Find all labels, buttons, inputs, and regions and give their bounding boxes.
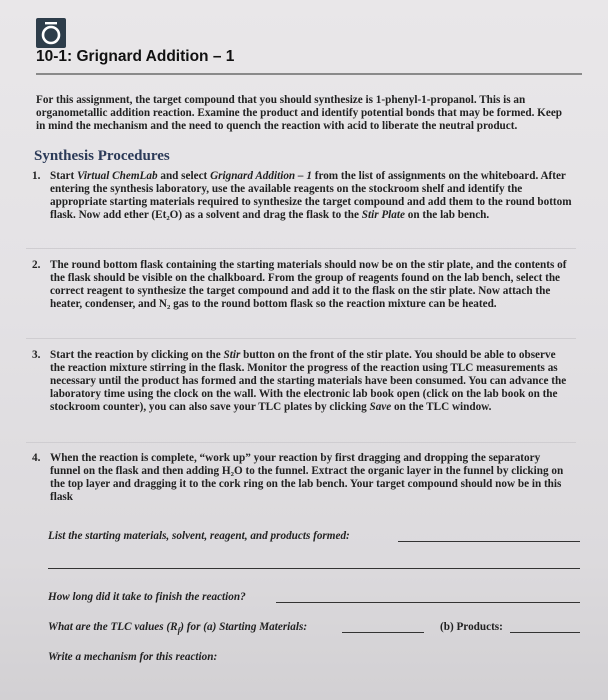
app-logo-icon: [36, 18, 66, 48]
procedure-step-1: 1. Start Virtual ChemLab and select Grignard Addition – 1 from the list of assignments on the whiteboard. After entering the synthesis laboratory, use the available reagents on the stockroom shelf and identify the appropriate starting materials required to synthesize the target compound and add them to the round bottom flask. Now add ether (Et₂O) as a solvent and drag the flask to the Stir Plate on the lab bench.: [32, 170, 572, 221]
procedure-step-4: 4. When the reaction is complete, “work up” your reaction by first dragging and dropping the separatory funnel on the flask and then adding H₂O to the funnel. Extract the organic layer in the funnel by clicking on the top layer and dragging it to the cork ring on the lab bench. Your target compound should now be in this flask: [32, 452, 564, 503]
step-number: 1.: [32, 170, 41, 182]
title-divider: [36, 73, 582, 75]
answer-line-materials[interactable]: [398, 541, 580, 542]
page-title: 10-1: Grignard Addition – 1: [36, 48, 235, 65]
section-heading: Synthesis Procedures: [34, 148, 170, 164]
procedure-step-2: 2. The round bottom flask containing the starting materials should now be on the stir plate, and the contents of the flask should be visible on the chalkboard. From the group of reagents found on the lab bench, select the correct reagent to synthesize the target compound and add it to the flask on the stir plate. Now attach the heater, condenser, and N₂ gas to the round bottom flask so the reaction mixture can be heated.: [32, 259, 567, 310]
step-number: 3.: [32, 349, 41, 361]
assignment-intro: For this assignment, the target compound that you should synthesize is 1-phenyl-1-propanol. This is an organometallic addition reaction. Examine the product and identify potential bonds that may be formed. Keep in mind the mechanism and the need to quench the reaction with acid to liberate the neutral product.: [36, 94, 563, 132]
answer-line-tlc-starting[interactable]: [342, 632, 424, 633]
question-materials: List the starting materials, solvent, reagent, and products formed:: [48, 530, 350, 542]
answer-line-tlc-products[interactable]: [510, 632, 580, 633]
answer-line-reaction-time[interactable]: [276, 602, 580, 603]
question-reaction-time: How long did it take to finish the reaction?: [48, 591, 246, 603]
question-tlc-products: (b) Products:: [440, 621, 503, 633]
question-tlc-values: What are the TLC values $(R_f)$ for (a) Starting Materials:: [48, 621, 308, 636]
step-separator: [26, 248, 576, 249]
procedure-step-3: 3. Start the reaction by clicking on the Stir button on the front of the stir plate. You should be able to observe the reaction mixture stirring in the flask. Monitor the progress of the reaction using TLC measurements as necessary until the product has formed and the starting materials have been consumed. You can advance the laboratory time using the clock on the wall. With the electronic lab book open (click on the lab book on the stockroom counter), you can also save your TLC plates by clicking Save on the TLC window.: [32, 349, 567, 413]
question-mechanism: Write a mechanism for this reaction:: [48, 651, 218, 663]
step-separator: [26, 338, 576, 339]
step-separator: [26, 442, 576, 443]
step-number: 2.: [32, 259, 41, 271]
answer-line-materials-2[interactable]: [48, 568, 580, 569]
step-number: 4.: [32, 452, 41, 464]
